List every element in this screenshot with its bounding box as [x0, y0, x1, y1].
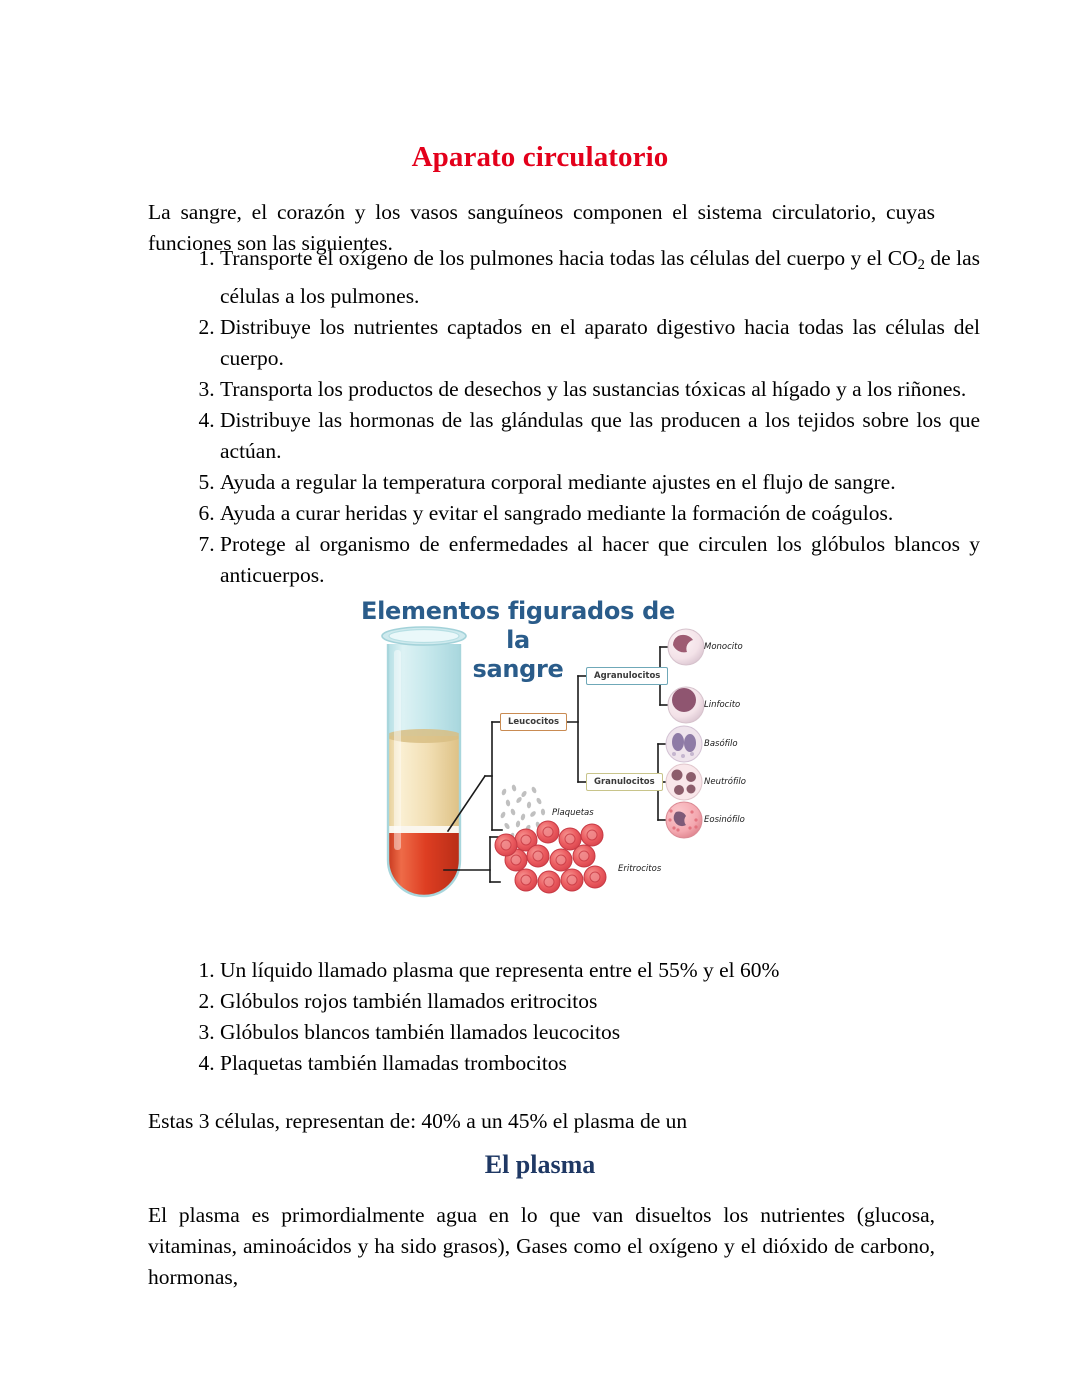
- list-item: 3. Transporta los productos de desechos y las sustancias tóxicas al hígado y a los riñones.: [220, 374, 980, 405]
- list-item: 2. Distribuye los nutrientes captados en el aparato digestivo hacia todas las células del cuerpo.: [220, 312, 980, 374]
- figure-title-line2: sangre: [472, 655, 564, 683]
- list-item: [220, 243, 980, 312]
- blood-components-list: [176, 955, 980, 1079]
- list-item: 6. Ayuda a curar heridas y evitar el sangrado mediante la formación de coágulos.: [220, 498, 980, 529]
- list-item-text: Transporte el oxígeno de los pulmones hacia todas las células del cuerpo y el $CO_2$ de las células a los pulmones.: [220, 246, 980, 309]
- list-item: 7. Protege al organismo de enfermedades al hacer que circulen los glóbulos blancos y anticuerpos.: [220, 529, 980, 591]
- blood-test-tube: [382, 627, 466, 908]
- cell-label-basofilo: Basófilo: [704, 739, 738, 749]
- category-box-agranulocitos[interactable]: Agranulocitos: [586, 667, 668, 685]
- list-item: 4. Distribuye las hormonas de las glándulas que las producen a los tejidos sobre los que actúan.: [220, 405, 980, 467]
- list-item: 3. Glóbulos blancos también llamados leucocitos: [220, 1017, 980, 1048]
- category-box-leucocitos[interactable]: Leucocitos: [500, 713, 567, 731]
- subscript-2: 2: [917, 257, 925, 274]
- section-paragraph: El plasma es primordialmente agua en lo que van disueltos los nutrientes (glucosa, vitaminas, aminoácidos y ha sido grasos), Gases como el oxígeno y el dióxido de carbono, hormonas,: [148, 1202, 935, 1289]
- cell-label-neutrofilo: Neutrófilo: [704, 777, 746, 787]
- monocito-cell: [668, 629, 704, 665]
- figure-title-line1: Elementos figurados de la: [360, 597, 675, 654]
- cell-label-linfocito: Linfocito: [704, 700, 741, 710]
- cell-label-plaquetas: Plaquetas: [552, 808, 594, 818]
- section-heading-el-plasma: El plasma: [484, 1149, 596, 1179]
- list-item: 4. Plaquetas también llamadas trombocitos: [220, 1048, 980, 1079]
- eosinofilo-cell: [666, 802, 702, 838]
- neutrofilo-cell: [666, 764, 702, 800]
- category-box-granulocitos[interactable]: Granulocitos: [586, 773, 663, 791]
- erythrocytes-cluster: [495, 821, 606, 893]
- page-title: Aparato circulatorio: [411, 141, 669, 174]
- linfocito-cell: [668, 687, 704, 723]
- list-item: 5. Ayuda a regular la temperatura corporal mediante ajustes en el flujo de sangre.: [220, 467, 980, 498]
- closing-note: Estas 3 células, representan de: 40% a un 45% el plasma de un: [148, 1108, 688, 1133]
- list-item: 1. Un líquido llamado plasma que representa entre el 55% y el 60%: [220, 955, 980, 986]
- intro-paragraph: La sangre, el corazón y los vasos sanguíneos componen el sistema circulatorio, cuyas funciones son las siguientes.: [148, 199, 935, 255]
- cell-label-eritrocitos: Eritrocitos: [618, 864, 662, 874]
- cell-label-monocito: Monocito: [704, 642, 743, 652]
- functions-list: [176, 243, 980, 591]
- basofilo-cell: [666, 726, 702, 762]
- cell-label-eosinofilo: Eosinófilo: [704, 815, 745, 825]
- list-item: 2. Glóbulos rojos también llamados eritrocitos: [220, 986, 980, 1017]
- blood-components-figure: [330, 592, 772, 932]
